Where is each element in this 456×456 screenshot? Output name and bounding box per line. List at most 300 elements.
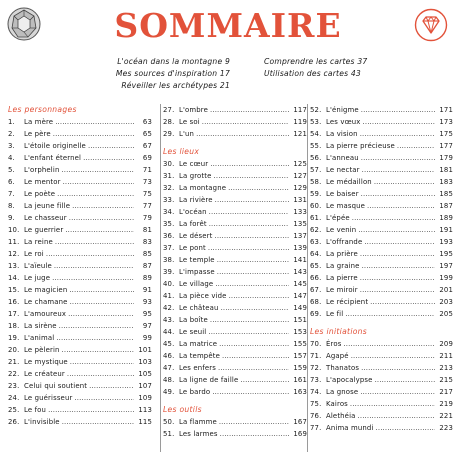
entry-number: 30. (163, 160, 175, 169)
dot-leader (214, 232, 289, 240)
entry-label: Le mystique (24, 358, 68, 367)
entry-label: La forêt (179, 220, 207, 229)
entry-number: 76. (310, 412, 322, 421)
entry-page: 173 (439, 118, 453, 127)
toc-entry[interactable] (310, 398, 453, 410)
toc-entry[interactable] (163, 128, 307, 140)
entry-number: 59. (310, 190, 322, 199)
entry-page: 125 (293, 160, 307, 169)
toc-entry[interactable] (163, 230, 307, 242)
section-heading-personnages: Les personnages (8, 105, 77, 114)
dot-leader (209, 220, 289, 228)
entry-label: L'enfant éternel (24, 154, 82, 163)
entry-label: La tempête (179, 352, 220, 361)
entry-number: 54. (310, 130, 322, 139)
intro-page: 17 (219, 69, 230, 78)
entry-page: 139 (293, 244, 307, 253)
toc-entry[interactable] (8, 116, 152, 128)
entry-label: Le village (179, 280, 214, 289)
entry-page: 115 (138, 418, 152, 427)
toc-entry[interactable] (8, 164, 152, 176)
entry-number: 13. (8, 262, 20, 271)
entry-number: 15. (8, 286, 20, 295)
entry-number: 75. (310, 400, 322, 409)
entry-number: 50. (163, 418, 175, 427)
toc-entry[interactable] (163, 290, 307, 302)
toc-entry[interactable] (163, 194, 307, 206)
entry-page: 103 (138, 358, 152, 367)
dot-leader (70, 358, 134, 366)
entry-number: 31. (163, 172, 175, 181)
entry-number: 3. (8, 142, 15, 151)
entry-label: Le pont (179, 244, 206, 253)
entry-number: 8. (8, 202, 15, 211)
toc-entry[interactable] (310, 176, 453, 188)
diamond-outline-icon (414, 8, 448, 42)
toc-entry[interactable] (163, 302, 307, 314)
entry-label: L'aïeule (24, 262, 52, 271)
entry-label: L'amoureux (24, 310, 67, 319)
toc-entry[interactable] (310, 212, 453, 224)
toc-entry[interactable] (8, 332, 152, 344)
entry-number: 67. (310, 286, 322, 295)
entry-page: 169 (293, 430, 307, 439)
toc-entry[interactable] (163, 386, 307, 398)
toc-entry[interactable] (310, 188, 453, 200)
entry-number: 58. (310, 178, 322, 187)
entry-page: 133 (293, 208, 307, 217)
toc-entry[interactable] (310, 272, 453, 284)
toc-entry[interactable] (8, 284, 152, 296)
entry-page: 95 (142, 310, 152, 319)
section-heading-lieux: Les lieux (163, 147, 200, 157)
dot-leader (208, 244, 289, 252)
entry-list-outils (163, 416, 307, 440)
intro-page: 9 (224, 57, 230, 66)
entry-page: 197 (439, 262, 453, 271)
intro-page: 43 (350, 69, 361, 78)
entry-number: 60. (310, 202, 322, 211)
entry-number: 68. (310, 298, 322, 307)
toc-entry[interactable] (310, 116, 453, 128)
entry-page: 171 (439, 106, 453, 114)
entry-number: 19. (8, 334, 20, 343)
intro-item[interactable] (264, 56, 444, 68)
entry-label: L'impasse (179, 268, 215, 277)
dot-leader (221, 304, 289, 312)
entry-number: 61. (310, 214, 322, 223)
toc-entry[interactable] (163, 338, 307, 350)
entry-label: La rivière (179, 196, 213, 205)
entry-page: 199 (439, 274, 453, 283)
intro-page: 37 (357, 57, 368, 66)
toc-entry[interactable] (310, 248, 453, 260)
toc-entry[interactable] (8, 260, 152, 272)
intro-page: 21 (219, 81, 230, 90)
entry-number: 51. (163, 430, 175, 439)
entry-label: Le pèlerin (24, 346, 60, 355)
dot-leader (56, 334, 134, 342)
toc-entry[interactable] (310, 410, 453, 422)
toc-entry[interactable] (163, 374, 307, 386)
entry-number: 45. (163, 340, 175, 349)
dot-leader (212, 388, 289, 396)
entry-list-outils-cont (310, 104, 453, 320)
entry-number: 41. (163, 292, 175, 301)
entry-number: 47. (163, 364, 175, 373)
toc-entry[interactable] (310, 308, 453, 320)
toc-entry[interactable] (8, 188, 152, 200)
intro-list-left (60, 56, 230, 92)
toc-entry[interactable] (8, 140, 152, 152)
entry-number: 53. (310, 118, 322, 127)
entry-page: 157 (293, 352, 307, 361)
toc-entry[interactable] (310, 374, 453, 386)
entry-number: 55. (310, 142, 322, 151)
entry-page: 193 (439, 238, 453, 247)
dot-leader (376, 424, 435, 432)
dot-leader (219, 418, 289, 426)
dot-leader (54, 262, 134, 270)
entry-page: 93 (142, 298, 152, 307)
toc-entry[interactable] (8, 224, 152, 236)
dot-leader (74, 394, 134, 402)
dot-leader (196, 130, 289, 138)
entry-label: Le fil (326, 310, 344, 319)
toc-entry[interactable] (163, 350, 307, 362)
toc-column-1 (8, 104, 152, 428)
entry-page: 179 (439, 154, 453, 163)
intro-list-right (264, 56, 444, 80)
entry-number: 40. (163, 280, 175, 289)
entry-page: 137 (293, 232, 307, 241)
dot-leader (345, 310, 435, 318)
dot-leader (358, 226, 435, 234)
toc-entry[interactable] (310, 362, 453, 374)
entry-label: Le guerrier (24, 226, 64, 235)
entry-label: Le miroir (326, 286, 358, 295)
toc-column-3 (307, 104, 453, 452)
entry-label: La pierre précieuse (326, 142, 395, 151)
entry-number: 71. (310, 352, 322, 361)
toc-entry[interactable] (163, 104, 307, 116)
entry-number: 62. (310, 226, 322, 235)
entry-label: La gnose (326, 388, 359, 397)
dot-leader (52, 274, 134, 282)
entry-label: Le chasseur (24, 214, 67, 223)
entry-page: 175 (439, 130, 453, 139)
toc-entry[interactable] (163, 116, 307, 128)
toc-entry[interactable] (163, 158, 307, 170)
dot-leader (217, 268, 289, 276)
entry-label: L'ombre (179, 106, 209, 114)
toc-entry[interactable] (8, 344, 152, 356)
entry-label: La ligne de faille (179, 376, 239, 385)
toc-entry[interactable] (8, 416, 152, 428)
entry-page: 145 (293, 280, 307, 289)
toc-entry[interactable] (8, 368, 152, 380)
entry-page: 183 (439, 178, 453, 187)
entry-page: 205 (439, 310, 453, 319)
toc-entry[interactable] (310, 284, 453, 296)
entry-page: 177 (439, 142, 453, 151)
dot-leader (362, 166, 435, 174)
entry-label: Le cœur (179, 160, 209, 169)
entry-label: La montagne (179, 184, 227, 193)
entry-page: 65 (142, 130, 152, 139)
entry-page: 119 (293, 118, 307, 127)
dot-leader (375, 376, 435, 384)
dot-leader (209, 208, 289, 216)
entry-label: La flamme (179, 418, 217, 427)
toc-entry[interactable] (163, 326, 307, 338)
intro-item[interactable] (264, 68, 444, 80)
entry-number: 22. (8, 370, 20, 379)
entry-page: 209 (439, 340, 453, 349)
toc-entry[interactable] (163, 416, 307, 428)
toc-entry[interactable] (310, 224, 453, 236)
entry-page: 217 (439, 388, 453, 397)
dot-leader (362, 262, 435, 270)
toc-entry[interactable] (8, 356, 152, 368)
entry-page: 159 (293, 364, 307, 373)
toc-entry[interactable] (163, 254, 307, 266)
entry-number: 7. (8, 190, 15, 199)
toc-entry[interactable] (163, 182, 307, 194)
intro-item[interactable] (60, 56, 230, 68)
entry-page: 195 (439, 250, 453, 259)
toc-entry[interactable] (163, 278, 307, 290)
entry-number: 26. (8, 418, 20, 427)
dot-leader (83, 154, 134, 162)
entry-number: 37. (163, 244, 175, 253)
dot-leader (69, 286, 134, 294)
dot-leader (363, 118, 435, 126)
toc-entry[interactable] (310, 164, 453, 176)
toc-entry[interactable] (8, 176, 152, 188)
entry-page: 85 (142, 250, 152, 259)
intro-label: Comprendre les cartes (264, 57, 355, 66)
dot-leader (55, 118, 134, 126)
dot-leader (360, 250, 435, 258)
entry-number: 10. (8, 226, 20, 235)
entry-label: La pièce vide (179, 292, 227, 301)
toc-entry[interactable] (8, 200, 152, 212)
entry-number: 69. (310, 310, 322, 319)
toc-entry[interactable] (8, 272, 152, 284)
entry-page: 109 (138, 394, 152, 403)
entry-number: 6. (8, 178, 15, 187)
entry-label: La grotte (179, 172, 212, 181)
dot-leader (89, 382, 134, 390)
entry-number: 74. (310, 388, 322, 397)
entry-label: La prière (326, 250, 358, 259)
entry-list-initiations (310, 338, 453, 434)
toc-entry[interactable] (310, 260, 453, 272)
entry-page: 127 (293, 172, 307, 181)
entry-number: 28. (163, 118, 175, 127)
intro-item[interactable] (60, 68, 230, 80)
entry-label: La jeune fille (24, 202, 71, 211)
toc-entry[interactable] (8, 320, 152, 332)
toc-column-2 (160, 104, 307, 452)
dot-leader (62, 418, 134, 426)
entry-label: Le chamane (24, 298, 68, 307)
dot-leader (220, 430, 289, 438)
entry-number: 77. (310, 424, 322, 433)
dot-leader (350, 400, 435, 408)
toc-entry[interactable] (310, 296, 453, 308)
dot-leader (65, 226, 134, 234)
entry-label: La graine (326, 262, 360, 271)
entry-page: 181 (439, 166, 453, 175)
entry-page: 69 (142, 154, 152, 163)
entry-label: La pierre (326, 274, 358, 283)
toc-entry[interactable] (310, 200, 453, 212)
dot-leader (210, 106, 289, 114)
toc-entry[interactable] (163, 170, 307, 182)
entry-page: 191 (439, 226, 453, 235)
toc-entry[interactable] (163, 362, 307, 374)
dot-leader (360, 286, 435, 294)
dot-leader (360, 388, 435, 396)
entry-label: La mère (24, 118, 54, 126)
dot-leader (360, 274, 435, 282)
entry-page: 215 (439, 376, 453, 385)
entry-page: 91 (142, 286, 152, 295)
entry-label: Le juge (24, 274, 51, 283)
entry-label: L'apocalypse (326, 376, 373, 385)
entry-number: 36. (163, 232, 175, 241)
entry-page: 221 (439, 412, 453, 421)
entry-label: La boîte (179, 316, 208, 325)
entry-number: 48. (163, 376, 175, 385)
entry-page: 89 (142, 274, 152, 283)
toc-entry[interactable] (8, 308, 152, 320)
toc-entry[interactable] (8, 296, 152, 308)
toc-entry[interactable] (310, 104, 453, 116)
toc-entry[interactable] (163, 314, 307, 326)
entry-number: 34. (163, 208, 175, 217)
entry-label: Le soi (179, 118, 200, 127)
entry-list-personnages (8, 116, 152, 428)
dot-leader (360, 130, 435, 138)
intro-label: L'océan dans la montagne (117, 57, 223, 66)
toc-entry[interactable] (8, 248, 152, 260)
entry-number: 9. (8, 214, 15, 223)
dot-leader (215, 196, 289, 204)
entry-number: 17. (8, 310, 20, 319)
dot-leader (228, 184, 289, 192)
toc-entry[interactable] (8, 404, 152, 416)
dot-leader (70, 298, 134, 306)
entry-page: 161 (293, 376, 307, 385)
dot-leader (343, 340, 435, 348)
dot-leader (210, 160, 289, 168)
toc-entry[interactable] (8, 212, 152, 224)
entry-label: Le seuil (179, 328, 207, 337)
dot-leader (218, 364, 289, 372)
toc-entry[interactable] (310, 152, 453, 164)
toc-entry[interactable] (8, 392, 152, 404)
entry-label: Le guérisseur (24, 394, 73, 403)
entry-page: 97 (142, 322, 152, 331)
entry-page: 211 (439, 352, 453, 361)
toc-entry[interactable] (310, 128, 453, 140)
entry-page: 131 (293, 196, 307, 205)
dot-leader (210, 316, 289, 324)
toc-entry[interactable] (163, 206, 307, 218)
entry-page: 113 (138, 406, 152, 415)
dot-leader (88, 142, 134, 150)
toc-entry[interactable] (8, 128, 152, 140)
dot-leader (55, 238, 134, 246)
entry-label: La matrice (179, 340, 218, 349)
toc-entry[interactable] (8, 380, 152, 392)
entry-number: 39. (163, 268, 175, 277)
toc-entry[interactable] (163, 242, 307, 254)
dot-leader (374, 178, 435, 186)
entry-list-lieux (163, 158, 307, 398)
entry-label: Les larmes (179, 430, 218, 439)
toc-entry[interactable] (163, 218, 307, 230)
toc-entry[interactable] (8, 236, 152, 248)
entry-page: 135 (293, 220, 307, 229)
toc-entry[interactable] (310, 350, 453, 362)
entry-label: Celui qui soutient (24, 382, 88, 391)
entry-number: 57. (310, 166, 322, 175)
toc-entry[interactable] (310, 422, 453, 434)
dot-leader (222, 352, 289, 360)
toc-entry[interactable] (310, 386, 453, 398)
toc-entry[interactable] (310, 236, 453, 248)
entry-label: La vision (326, 130, 358, 139)
intro-item[interactable] (60, 80, 230, 92)
entry-page: 77 (142, 202, 152, 211)
intro-label: Mes sources d'inspiration (115, 69, 218, 78)
entry-label: L'offrande (326, 238, 363, 247)
entry-label: Le venin (326, 226, 357, 235)
entry-number: 43. (163, 316, 175, 325)
entry-label: L'étoile originelle (24, 142, 86, 151)
dot-leader (397, 142, 435, 150)
dot-leader (46, 250, 134, 258)
dot-leader (361, 106, 435, 114)
dot-leader (352, 214, 435, 222)
entry-page: 155 (293, 340, 307, 349)
entry-page: 147 (293, 292, 307, 301)
entry-page: 213 (439, 364, 453, 373)
entry-number: 38. (163, 256, 175, 265)
dot-leader (219, 340, 289, 348)
toc-entry[interactable] (163, 428, 307, 440)
toc-entry[interactable] (310, 338, 453, 350)
entry-label: Le récipient (326, 298, 369, 307)
entry-number: 14. (8, 274, 20, 283)
entry-number: 46. (163, 352, 175, 361)
toc-entry[interactable] (310, 140, 453, 152)
entry-number: 44. (163, 328, 175, 337)
entry-label: L'orphelin (24, 166, 60, 175)
entry-number: 24. (8, 394, 20, 403)
entry-label: Le poète (24, 190, 56, 199)
toc-entry[interactable] (163, 266, 307, 278)
entry-label: La sirène (24, 322, 57, 331)
entry-number: 49. (163, 388, 175, 397)
entry-label: Les enfers (179, 364, 216, 373)
entry-number: 18. (8, 322, 20, 331)
toc-entry[interactable] (8, 152, 152, 164)
